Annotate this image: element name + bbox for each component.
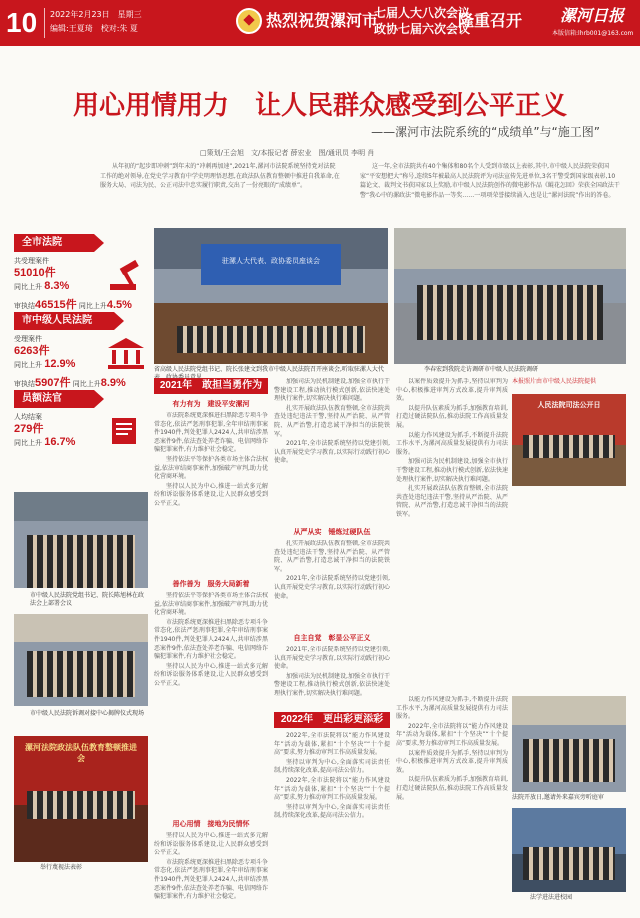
paragraph: 以提升队伍素质为抓手,加强教育培训,打造过硬法院队伍,推动法院工作高质量发展。 <box>396 776 508 801</box>
paragraph: 扎实开展政法队伍教育整顿,全市法院共查处违纪违法干警,坚持从严治院、从严管院、从严治警,打造忠诚干净担当的法院铁军。 <box>274 540 390 573</box>
header-slogan-right: 隆重召开 <box>458 13 523 30</box>
issue-date: 2022年2月23日 星期三 <box>50 10 142 19</box>
row-value: 46515件 <box>35 299 77 311</box>
document-stack-icon <box>106 414 146 448</box>
subheading-strict-team: 从严从实 锤炼过硬队伍 <box>293 529 371 536</box>
lead-paragraph-1: 从年初的“起步即冲刺”到年末的“冲刺再加速”,2021年,漯河市法院系统坚持党对法院工作的绝对领导,在党史学习教育中学史明理悟思想,在政法队伍教育整顿中推进自我革命,在服务大局、司法为民、公正司法中忠实履行职责,交出了一份亮眼的“成绩单”。 <box>100 163 340 189</box>
yoy-label: 同比上升 <box>14 283 42 291</box>
subheading-people-first: 用心用情 接地为民情怀 <box>172 821 250 828</box>
yoy-value: 16.7% <box>44 436 76 448</box>
page-number: 10 <box>6 7 38 38</box>
stats-label: 人均结案 <box>14 413 42 421</box>
stats-row <box>14 296 148 313</box>
screen-text: 驻漯人大代表、政协委员座谈会 <box>221 257 320 266</box>
article-title: 用心用情用力 让人民群众感受到公平正义 <box>72 91 567 120</box>
text-column-2a <box>274 378 390 526</box>
row-value: 5907件 <box>35 377 71 389</box>
photo-wall <box>14 614 148 642</box>
row-yoy-value: 4.5% <box>106 299 132 311</box>
photo-people <box>27 651 134 697</box>
row-label: 审执结 <box>14 380 35 388</box>
photo-people <box>523 435 614 458</box>
courthouse-icon <box>106 336 146 370</box>
photo-credit: 本报照片由市中级人民法院提供 <box>512 378 597 385</box>
paragraph: 坚持以人民为中心,推进一站式多元解纷和诉讼服务体系建设,让人民群众感受到公平正义。 <box>154 482 268 507</box>
paragraph: 加强司法为民机制建设,加强全市执行干警建设工程,推动执行模式创新,依法快速处理执行案件,切实解决执行难问题。 <box>274 378 390 403</box>
paragraph: 坚持以审判为中心,全面落实司法责任制,持续深化改革,提高司法公信力。 <box>274 758 390 775</box>
main-photo-meeting <box>154 228 388 364</box>
header-slogan-mid-2: 政协七届六次会议 <box>374 22 471 36</box>
photo-people <box>27 535 134 588</box>
text-column-3b <box>396 696 508 912</box>
text-column-1b <box>154 592 268 818</box>
paragraph: 加强司法为民机制建设,加强全市执行干警建设工程,推动执行模式创新,依法快速处理执行案件,切实解决执行难问题。 <box>274 672 390 697</box>
photo-left-3 <box>14 736 148 862</box>
photo-visit <box>394 228 626 364</box>
paragraph: 2022年,全市法院将以“能力作风建设年”活动为载体,紧扣“十个坚决”“十个提高”要求,努力推动审判工作高质量发展。 <box>274 776 390 802</box>
stats-heading: 员额法官 <box>14 390 94 408</box>
subheading-serve-overall: 善作善为 服务大局新着 <box>172 581 250 588</box>
header-slogan-mid-1: 七届人大八次会议 <box>374 6 471 20</box>
paragraph: 以能力作风建设为抓手,不断提升法院工作水平,为漯河高质量发展提供有力司法服务。 <box>396 431 508 456</box>
subheading-fairness: 自主自觉 彰显公平正义 <box>293 635 371 642</box>
article-lead <box>100 162 620 220</box>
stats-label: 共受理案件 <box>14 257 49 265</box>
paragraph: 扎实开展政法队伍教育整顿,全市法院共查处违纪违法干警,坚持从严治院、从严管院、从严治警,打造忠诚干净担当的法院铁军。 <box>274 404 390 438</box>
photo-wall <box>512 696 626 725</box>
masthead-email: 本版信箱:lhrb001@163.com <box>552 30 634 37</box>
paragraph: 坚持依法平等保护各类市场主体合法权益,依法审结商事案件,加强破产审判,助力优化营商环境。 <box>154 455 268 481</box>
editor-credits: 编辑:王夏琦 校对:朱 夏 <box>50 24 138 33</box>
photo-wall <box>14 492 148 521</box>
stats-sidebar <box>14 226 148 480</box>
text-column-2b <box>274 540 390 632</box>
page-header <box>0 0 640 46</box>
stats-heading: 市中级人民法院 <box>14 312 114 330</box>
header-divider <box>44 8 45 38</box>
paragraph: 坚持以人民为中心,推进一站式多元解纷和诉讼服务体系建设,让人民群众感受到公平正义。 <box>154 832 268 857</box>
photo-people <box>417 285 603 339</box>
yoy-value: 8.3% <box>44 280 70 292</box>
paragraph: 扎实开展政法队伍教育整顿,全市法院共查处违纪违法干警,坚持从严治院、从严管院、从严治警,打造忠诚干净担当的法院铁军。 <box>396 485 508 518</box>
paragraph: 2022年,全市法院将以“能力作风建设年”活动为载体,紧扣“十个坚决”“十个提高”要求,努力推动审判工作高质量发展。 <box>274 732 390 757</box>
photo-ceiling <box>394 228 626 269</box>
photo-right-2-caption: 法院开放日,邀请外来嘉宾旁听庭审 <box>512 794 604 801</box>
photo-right-3 <box>512 808 626 892</box>
stats-value: 279件 <box>14 423 44 435</box>
paragraph: 市法院系统更深推进扫黑除恶专项斗争常态化,依法严惩刑事犯罪,全年审结刑事案件1940件,判处犯罪人2424人,共审结涉黑恶案件9件,依法查处养老诈骗、电信网络诈骗犯罪案件,有力维护社会稳定。 <box>154 412 268 454</box>
yoy-value: 12.9% <box>44 358 76 370</box>
photo-visit-caption: 李春宏到我院走访调研市中级人民法院调研 <box>424 366 539 373</box>
photo-left-1 <box>14 492 148 588</box>
photo-right-1 <box>512 394 626 486</box>
row-yoy-label: 同比上升 <box>72 380 101 388</box>
text-column-1c <box>154 832 268 912</box>
photo-banner: 漯河法院政法队伍教育整顿推进会 <box>25 743 137 763</box>
photo-left-1-caption: 市中级人民法院党组书记、院长陈旭林在政法会上部署会议 <box>30 592 145 607</box>
paragraph: 2022年,全市法院将以“能力作风建设年”活动为载体,紧扣“十个坚决”“十个提高”要求,努力推动审判工作高质量发展。 <box>396 722 508 747</box>
row-label: 审执结 <box>14 302 35 310</box>
text-column-3 <box>396 378 508 678</box>
photo-people <box>27 791 134 819</box>
paragraph: 以案件质效提升为抓手,坚持以审判为中心,积极推进审判方式改革,提升审判质效。 <box>396 378 508 403</box>
header-slogan-left: 热烈祝贺漯河市 <box>266 13 379 30</box>
section-heading-2022: 2022年 更出彩更添彩 <box>274 712 390 728</box>
photo-screen <box>201 244 341 285</box>
paragraph: 坚持以审判为中心,全面落实司法责任制,持续深化改革,提高司法公信力。 <box>274 803 390 820</box>
paragraph: 市法院系统更深推进扫黑除恶专项斗争常态化,依法严惩刑事犯罪,全年审结刑事案件1940件,判处犯罪人2424人,共审结涉黑恶案件9件,依法查处养老诈骗、电信网络诈骗犯罪案件,有力维护社会稳定。 <box>154 858 268 901</box>
party-emblem-icon <box>236 8 262 34</box>
text-column-2c <box>274 646 390 704</box>
row-yoy-value: 8.9% <box>100 377 126 389</box>
paragraph: 2021年,全市法院系统坚持以党建引领,认真开展党史学习教育,以实际行动践行初心使命。 <box>274 575 390 600</box>
subheading-safe-luohe: 有力有为 建设平安漯河 <box>172 401 250 408</box>
stats-heading: 全市法院 <box>14 234 94 252</box>
masthead-logo: 漯河日报 <box>560 8 625 25</box>
stats-label: 受理案件 <box>14 335 42 343</box>
paragraph: 加强司法为民机制建设,加强全市执行干警建设工程,推动执行模式创新,依法快速处理执行案件,切实解决执行难问题。 <box>396 458 508 483</box>
photo-right-2 <box>512 696 626 792</box>
photo-people <box>523 739 614 782</box>
paragraph: 以案件质效提升为抓手,坚持以审判为中心,积极推进审判方式改革,提升审判质效。 <box>396 749 508 774</box>
article-byline: □策划/王会旭 文/本报记者 薛宏业 图/通讯员 李明 肖 <box>200 149 375 157</box>
photo-people <box>523 847 614 881</box>
paragraph: 坚持依法平等保护各类市场主体合法权益,依法审结商事案件,加强破产审判,助力优化营商环境。 <box>154 592 268 617</box>
paragraph: 市法院系统更深推进扫黑除恶专项斗争常态化,依法严惩刑事犯罪,全年审结刑事案件1940件,判处犯罪人2424人,共审结涉黑恶案件9件,依法查处养老诈骗、电信网络诈骗犯罪案件,有力维护社会稳定。 <box>154 618 268 661</box>
yoy-label: 同比上升 <box>14 439 42 447</box>
stats-row <box>14 374 148 391</box>
photo-left-3-caption: 举行蔑视法表彰 <box>40 864 83 871</box>
stats-value: 51010件 <box>14 267 56 279</box>
section-heading-2021: 2021年 敢担当勇作为 <box>154 378 268 394</box>
yoy-label: 同比上升 <box>14 361 42 369</box>
lead-paragraph-2: 这一年,全市法院共有40个集体和80名个人受到市级以上表彰,其中,市中级人民法院荣获国家“平安想把大”称号,连续5年被最高人民法院评为司法宣传先进单位,3名干警受到国家级表彰,10篇论文、裁判文书获国家以上奖励,市中级人民法院创作的微电影作品《鲲花怎回》荣获全国政法干警“我心中的漯政法”微电影作品一等奖……一项项荣誉接续涌入,也是让“漯河法院”作出的答卷。 <box>360 163 620 199</box>
photo-right-3-caption: 法学进法进校园 <box>530 894 573 901</box>
paragraph: 坚持以人民为中心,推进一站式多元解纷和诉讼服务体系建设,让人民群众感受到公平正义。 <box>154 662 268 687</box>
gavel-icon <box>106 258 146 292</box>
stats-value: 6263件 <box>14 345 50 357</box>
photo-people <box>177 326 364 353</box>
main-photo-caption: 省高级人民法院党组书记、院长张建文到我市中级人民法院召开座谈会,听取驻漯人大代 <box>154 366 384 373</box>
paragraph: 2021年,全市法院系统坚持以党建引领,认真开展党史学习教育,以实际行动践行初心使命。 <box>274 646 390 671</box>
photo-right-banner: 人民法院司法公开日 <box>537 401 601 409</box>
photo-left-2-caption: 市中级人民法院诉调对接中心揭牌仪式现场 <box>30 710 145 717</box>
paragraph: 2021年,全市法院系统坚持以党建引领,认真开展党史学习教育,以实际行动践行初心使命。 <box>274 440 390 465</box>
row-yoy-label: 同比上升 <box>78 302 107 310</box>
paragraph: 以提升队伍素质为抓手,加强教育培训,打造过硬法院队伍,推动法院工作高质量发展。 <box>396 404 508 429</box>
paragraph: 以能力作风建设为抓手,不断提升法院工作水平,为漯河高质量发展提供有力司法服务。 <box>396 696 508 721</box>
text-column-2d <box>274 732 390 912</box>
text-column-1a <box>154 412 268 574</box>
photo-left-2 <box>14 614 148 706</box>
article-subtitle: ——漯河市法院系统的“成绩单”与“施工图” <box>371 125 600 139</box>
